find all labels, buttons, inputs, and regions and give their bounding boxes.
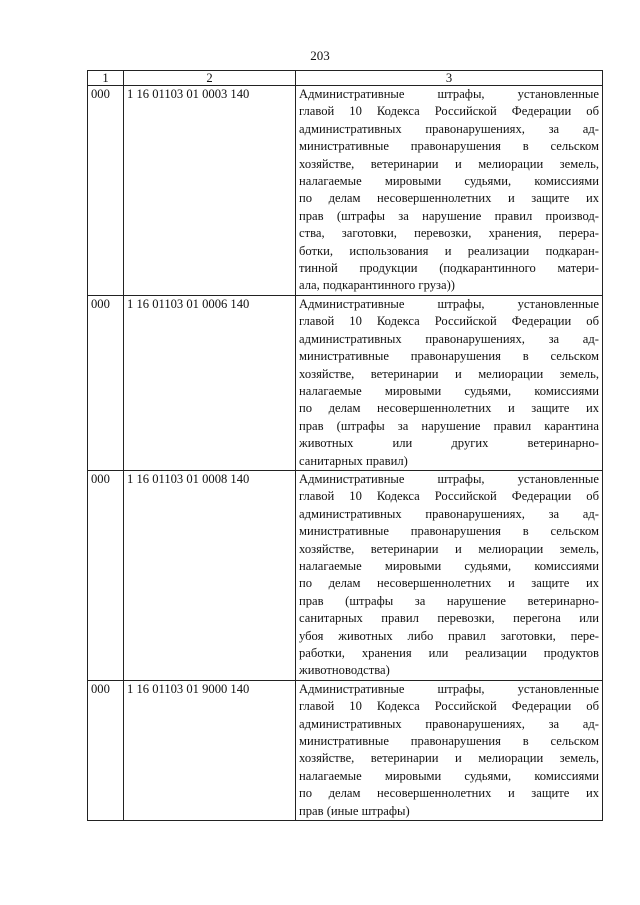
description-line: министративные правонарушения в сельском bbox=[299, 734, 599, 749]
codes-table bbox=[87, 70, 603, 821]
description-line: хозяйстве, ветеринарии и мелиорации земель, bbox=[299, 751, 599, 766]
description-line: Административные штрафы, установленные bbox=[299, 87, 599, 101]
description-line: налагаемые мировыми судьями, комиссиями bbox=[299, 768, 599, 783]
description-line: главой 10 Кодекса Российской Федерации об bbox=[299, 314, 599, 329]
description-line: главой 10 Кодекса Российской Федерации об bbox=[299, 104, 599, 119]
column-header-2: 2 bbox=[124, 71, 296, 86]
description-line: главой 10 Кодекса Российской Федерации об bbox=[299, 699, 599, 714]
description-line: по делам несовершеннолетних и защите их bbox=[299, 191, 599, 206]
description-line: прав (штрафы за нарушение ветеринарно- bbox=[299, 593, 599, 608]
description-line: министративные правонарушения в сельском bbox=[299, 524, 599, 539]
description-line: тинной продукции (подкарантинного матери- bbox=[299, 261, 599, 276]
table-row bbox=[88, 470, 603, 680]
budget-code-cell: 1 16 01103 01 9000 140 bbox=[124, 680, 296, 820]
column-header-1: 1 bbox=[88, 71, 124, 86]
description-cell bbox=[296, 86, 603, 296]
description-line: ботки, использования и реализации подкаран- bbox=[299, 243, 599, 258]
description-line: Административные штрафы, установленные bbox=[299, 296, 599, 311]
description-line: санитарных правил перевозки, перегона или bbox=[299, 611, 599, 626]
description-line: хозяйстве, ветеринарии и мелиорации земель, bbox=[299, 541, 599, 556]
description-line: налагаемые мировыми судьями, комиссиями bbox=[299, 383, 599, 398]
description-line: административных правонарушениях, за ад- bbox=[299, 121, 599, 136]
description-line: хозяйстве, ветеринарии и мелиорации земель, bbox=[299, 366, 599, 381]
table-row bbox=[88, 680, 603, 820]
description-cell bbox=[296, 470, 603, 680]
description-line: министративные правонарушения в сельском bbox=[299, 349, 599, 364]
description-cell bbox=[296, 295, 603, 470]
description-line: ства, заготовки, перевозки, хранения, перера- bbox=[299, 226, 599, 241]
description-line: животноводства) bbox=[299, 663, 390, 678]
description-line: прав (штрафы за нарушение правил производ- bbox=[299, 208, 599, 223]
admin-code-cell: 000 bbox=[88, 680, 124, 820]
admin-code-cell: 000 bbox=[88, 470, 124, 680]
column-header-3: 3 bbox=[296, 71, 603, 86]
description-line: животных или других ветеринарно- bbox=[299, 436, 599, 451]
page-number: 203 bbox=[310, 48, 330, 63]
budget-code-cell: 1 16 01103 01 0008 140 bbox=[124, 470, 296, 680]
budget-code-cell: 1 16 01103 01 0006 140 bbox=[124, 295, 296, 470]
description-line: налагаемые мировыми судьями, комиссиями bbox=[299, 558, 599, 573]
description-line: убоя животных либо правил заготовки, пере- bbox=[299, 628, 599, 643]
description-line: Административные штрафы, установленные bbox=[299, 471, 599, 486]
description-line: главой 10 Кодекса Российской Федерации об bbox=[299, 489, 599, 504]
description-line: Административные штрафы, установленные bbox=[299, 681, 599, 696]
header-row bbox=[88, 71, 603, 86]
description-line: административных правонарушениях, за ад- bbox=[299, 506, 599, 521]
description-line: министративные правонарушения в сельском bbox=[299, 139, 599, 154]
description-line: по делам несовершеннолетних и защите их bbox=[299, 786, 599, 801]
description-line: прав (иные штрафы) bbox=[299, 803, 410, 818]
table-row bbox=[88, 295, 603, 470]
description-line: по делам несовершеннолетних и защите их bbox=[299, 401, 599, 416]
budget-code-cell: 1 16 01103 01 0003 140 bbox=[124, 86, 296, 296]
description-line: налагаемые мировыми судьями, комиссиями bbox=[299, 174, 599, 189]
description-line: прав (штрафы за нарушение правил карантина bbox=[299, 418, 599, 433]
table-row bbox=[88, 86, 603, 296]
description-line: работки, хранения или реализации продуктов bbox=[299, 646, 599, 660]
description-line: административных правонарушениях, за ад- bbox=[299, 716, 599, 731]
description-cell bbox=[296, 680, 603, 820]
description-line: ала, подкарантинного груза)) bbox=[299, 278, 455, 293]
description-line: административных правонарушениях, за ад- bbox=[299, 331, 599, 346]
description-line: по делам несовершеннолетних и защите их bbox=[299, 576, 599, 591]
description-line: хозяйстве, ветеринарии и мелиорации земель, bbox=[299, 156, 599, 171]
admin-code-cell: 000 bbox=[88, 86, 124, 296]
admin-code-cell: 000 bbox=[88, 295, 124, 470]
description-line: санитарных правил) bbox=[299, 453, 408, 468]
